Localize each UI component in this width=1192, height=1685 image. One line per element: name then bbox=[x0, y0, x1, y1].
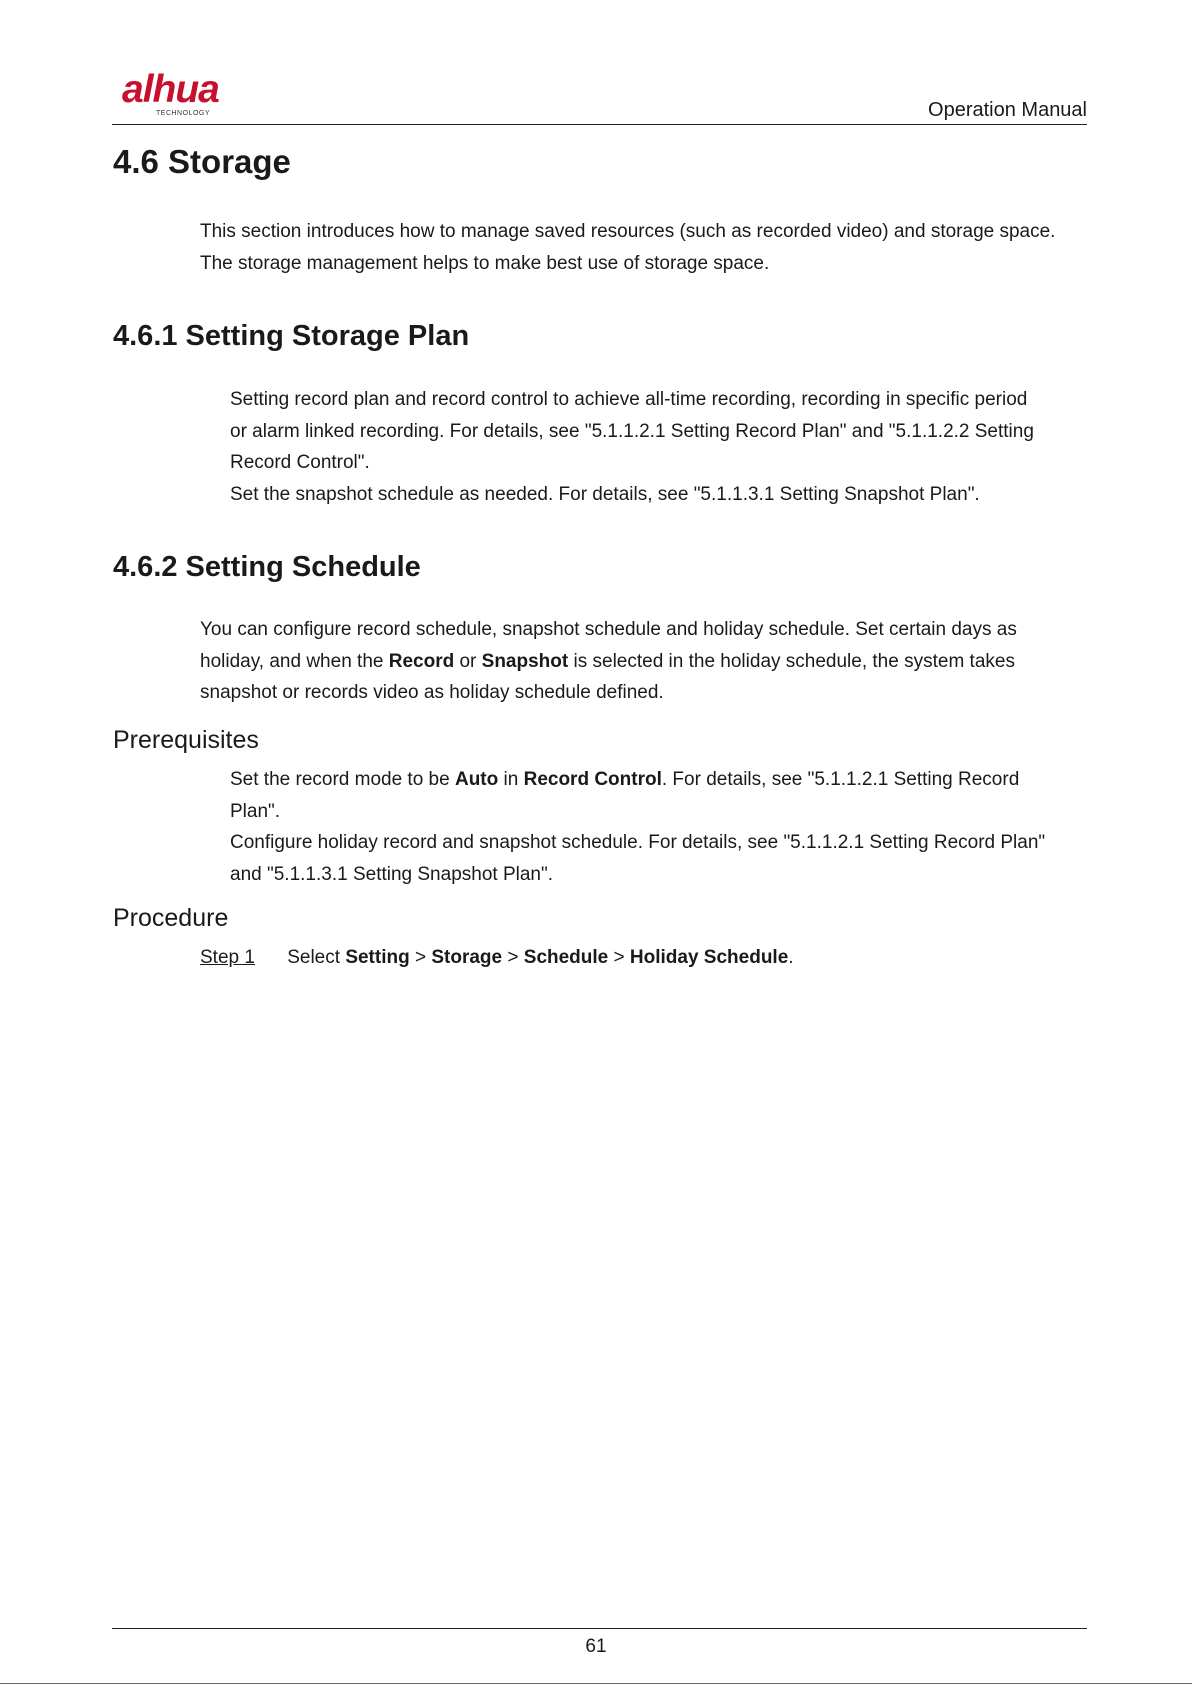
text-run: Select bbox=[287, 947, 346, 968]
text-line: This section introduces how to manage saved resources (such as recorded video) and storage space. bbox=[200, 221, 1056, 242]
document-title: Operation Manual bbox=[928, 99, 1087, 121]
path-separator: > bbox=[608, 947, 630, 968]
menu-path-setting: Setting bbox=[345, 947, 410, 968]
text-line: snapshot or records video as holiday schedule defined. bbox=[200, 682, 664, 703]
step-label: Step 1 bbox=[200, 947, 255, 968]
brand-logo bbox=[122, 68, 262, 118]
paragraph-storage-intro bbox=[200, 216, 1055, 279]
text-run: or bbox=[454, 650, 482, 672]
text-line: The storage management helps to make best use of storage space. bbox=[200, 252, 770, 274]
text-run: holiday, and when the bbox=[200, 650, 389, 672]
logo-wordmark: alhua bbox=[122, 68, 219, 111]
text-line: or alarm linked recording. For details, see "5.1.1.2.1 Setting Record Plan" and "5.1.1.2.2 Setting bbox=[230, 420, 1034, 442]
section-heading-storage: 4.6 Storage bbox=[113, 143, 291, 180]
logo-tagline: TECHNOLOGY bbox=[156, 110, 211, 117]
text-line: Configure holiday record and snapshot schedule. For details, see "5.1.1.2.1 Setting Record Plan" bbox=[230, 832, 1046, 853]
ui-term-snapshot: Snapshot bbox=[481, 650, 569, 672]
text-line: Plan". bbox=[230, 800, 281, 822]
text-line bbox=[230, 764, 1045, 796]
menu-path-storage: Storage bbox=[431, 947, 503, 968]
text-run: Set the record mode to be bbox=[230, 769, 455, 790]
page-number: 61 bbox=[585, 1636, 607, 1657]
paragraph-schedule-intro bbox=[200, 614, 1017, 709]
text-run: . For details, see "5.1.1.2.1 Setting Record bbox=[661, 769, 1020, 790]
paragraph-storage-plan bbox=[230, 384, 1034, 510]
menu-path-schedule: Schedule bbox=[523, 947, 609, 968]
text-line: Setting record plan and record control to achieve all-time recording, recording in specific period bbox=[230, 389, 1028, 410]
text-run: in bbox=[498, 769, 524, 790]
subheading-prerequisites: Prerequisites bbox=[113, 726, 259, 754]
text-line bbox=[200, 646, 1017, 678]
path-separator: > bbox=[502, 947, 524, 968]
procedure-step-1 bbox=[200, 942, 794, 974]
section-heading-setting-schedule: 4.6.2 Setting Schedule bbox=[113, 551, 421, 583]
subheading-procedure: Procedure bbox=[113, 904, 229, 932]
ui-term-record: Record bbox=[388, 650, 455, 672]
footer-divider bbox=[112, 1628, 1087, 1629]
text-run: is selected in the holiday schedule, the system takes bbox=[568, 650, 1015, 672]
text-line: Record Control". bbox=[230, 452, 370, 473]
text-line: You can configure record schedule, snapshot schedule and holiday schedule. Set certain days as bbox=[200, 619, 1017, 640]
section-heading-storage-plan: 4.6.1 Setting Storage Plan bbox=[113, 320, 470, 352]
page-bottom-border bbox=[0, 1683, 1192, 1684]
paragraph-prerequisites bbox=[230, 764, 1045, 890]
header-divider bbox=[112, 124, 1087, 125]
path-separator: > bbox=[409, 947, 432, 968]
menu-path-holiday-schedule: Holiday Schedule bbox=[629, 947, 789, 968]
ui-term-auto: Auto bbox=[454, 769, 499, 790]
ui-term-record-control: Record Control bbox=[523, 769, 662, 790]
text-run: . bbox=[788, 947, 794, 968]
text-line: and "5.1.1.3.1 Setting Snapshot Plan". bbox=[230, 863, 553, 885]
text-line: Set the snapshot schedule as needed. For details, see "5.1.1.3.1 Setting Snapshot Plan". bbox=[230, 483, 980, 505]
